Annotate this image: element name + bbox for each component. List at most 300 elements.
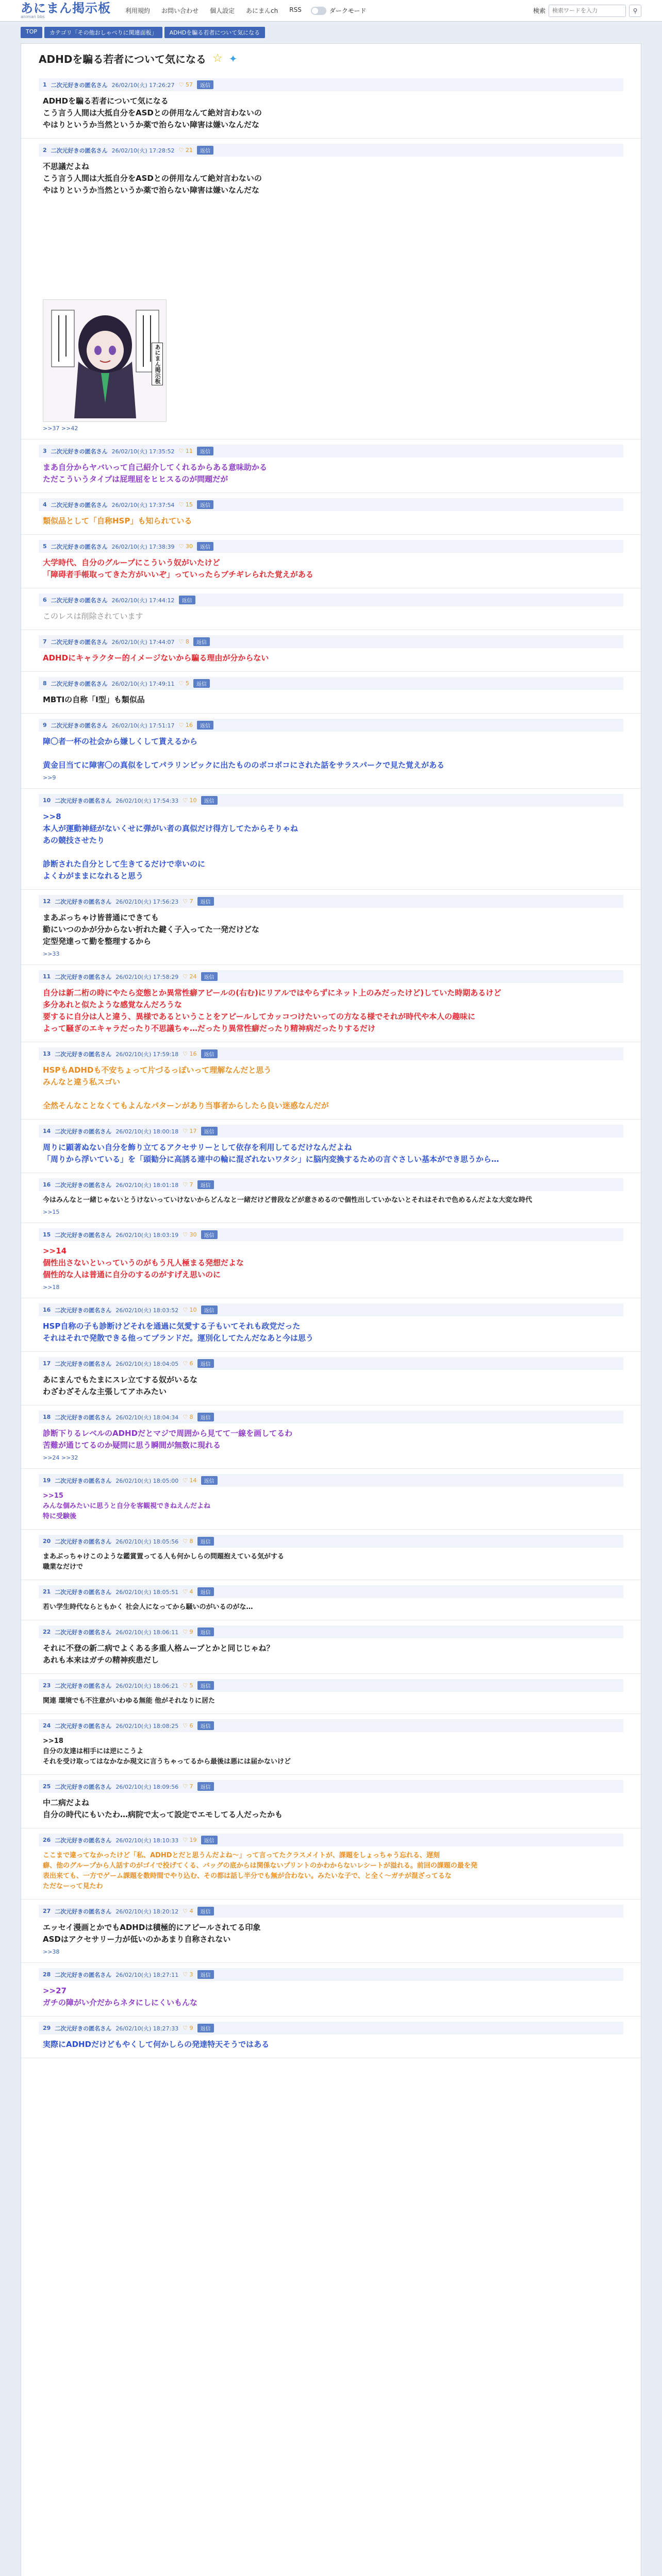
post-line: それはそれで発散できる他ってブランドだ。運別化してたんだなあと今は思う	[43, 1333, 314, 1343]
post	[21, 139, 641, 439]
poster-name: 二次元好きの匿名さん	[55, 1360, 112, 1367]
nav-settings[interactable]: 個人設定	[210, 7, 235, 14]
post	[21, 714, 641, 789]
post-meta	[39, 1474, 623, 1487]
post-number[interactable]: 17	[43, 1360, 51, 1367]
reply-button[interactable]: 返信	[197, 1537, 214, 1546]
post-body	[39, 807, 623, 882]
post-body	[39, 457, 623, 485]
reply-button[interactable]: 返信	[197, 1970, 214, 1979]
post-body	[39, 606, 623, 622]
post-date: 26/02/10(火) 18:06:21	[115, 1682, 179, 1689]
post-line: ただなーって見たわ	[43, 1883, 103, 1890]
like-count[interactable]: ♡ 9	[183, 1629, 193, 1635]
breadcrumb-top[interactable]: TOP	[21, 27, 42, 38]
post	[21, 890, 641, 965]
post-line: >>18	[43, 1737, 63, 1745]
post	[21, 1714, 641, 1775]
nav-terms[interactable]: 利用規約	[125, 7, 151, 14]
post-meta	[39, 794, 623, 807]
poster-name: 二次元好きの匿名さん	[51, 448, 108, 455]
post-meta	[39, 1834, 623, 1846]
post-body	[39, 1423, 623, 1451]
post-line: 多分あれと似たような感覚なんだろうな	[43, 1000, 183, 1009]
post-line	[43, 748, 619, 759]
post-number[interactable]: 26	[43, 1837, 51, 1843]
reply-button[interactable]: 返信	[197, 146, 213, 155]
post-body	[39, 157, 623, 196]
attached-image[interactable]	[43, 299, 167, 422]
site-logo[interactable]	[21, 2, 111, 20]
like-count[interactable]: ♡ 30	[178, 543, 193, 550]
reply-button[interactable]: 返信	[197, 500, 213, 509]
poster-name: 二次元好きの匿名さん	[51, 722, 108, 729]
post-date: 26/02/10(火) 17:35:52	[111, 448, 175, 455]
like-count[interactable]: ♡ 15	[178, 501, 193, 508]
post-line: 特に受験後	[43, 1513, 77, 1520]
reply-anchors[interactable]: >>24 >>32	[43, 1454, 78, 1461]
post-body	[39, 908, 623, 947]
like-count[interactable]: ♡ 7	[183, 898, 193, 905]
post-line: 個性的な人は普通に自分のするのがすげえ思いのに	[43, 1270, 221, 1279]
post-number[interactable]: 15	[43, 1231, 51, 1238]
poster-name: 二次元好きの匿名さん	[55, 1307, 112, 1314]
post-number[interactable]: 13	[43, 1050, 51, 1057]
post-number[interactable]: 18	[43, 1414, 51, 1420]
like-count[interactable]: ♡ 8	[178, 638, 189, 645]
poster-name: 二次元好きの匿名さん	[55, 1128, 112, 1135]
reply-button[interactable]: 返信	[197, 542, 213, 551]
post-number[interactable]: 11	[43, 973, 51, 980]
toggle-track[interactable]	[311, 7, 326, 15]
like-count[interactable]: ♡ 17	[183, 1128, 197, 1134]
post-number[interactable]: 14	[43, 1128, 51, 1134]
post-meta	[39, 895, 623, 908]
reply-button[interactable]: 返信	[197, 447, 213, 455]
post-body	[39, 1638, 623, 1666]
post	[21, 1580, 641, 1620]
post-line: やはりというか当然というか薬で治らない障害は嫌いなんだな	[43, 120, 260, 129]
reply-button[interactable]: 返信	[197, 1413, 214, 1421]
post-date: 26/02/10(火) 18:27:33	[115, 2025, 179, 2032]
like-count[interactable]: ♡ 4	[183, 1588, 193, 1595]
post-body	[39, 511, 623, 527]
dark-mode-toggle[interactable]	[311, 6, 367, 15]
post	[21, 1828, 641, 1900]
post-line: このレスは削除されています	[43, 612, 143, 621]
reply-button[interactable]: 返信	[197, 1628, 214, 1636]
reply-button[interactable]: 返信	[193, 637, 210, 646]
post-line: 実際にADHDだけどもやくして何かしらの発達特天そうではある	[43, 2040, 270, 2049]
reply-anchors[interactable]: >>37 >>42	[43, 425, 78, 432]
like-count[interactable]: ♡ 21	[178, 147, 193, 154]
search-area	[533, 5, 641, 17]
post-date: 26/02/10(火) 18:05:00	[115, 1477, 179, 1484]
reply-button[interactable]: 返信	[197, 1782, 214, 1791]
poster-name: 二次元好きの匿名さん	[55, 1231, 112, 1239]
post-date: 26/02/10(火) 17:58:29	[115, 973, 179, 980]
post-body	[39, 1692, 623, 1706]
post-line: あの競技させたり	[43, 836, 105, 845]
post-body	[39, 983, 623, 1035]
reply-button[interactable]: 返信	[201, 1049, 218, 1058]
post-meta	[39, 1535, 623, 1548]
post-line: 関連 環境でも不注意がいわゆる無能 他がそれなりに居た	[43, 1697, 216, 1705]
post-date: 26/02/10(火) 17:49:11	[111, 680, 175, 687]
nav-contact[interactable]: お問い合わせ	[161, 7, 199, 14]
post-line: ここまで違ってなかったけど「私、ADHDとだと思うんだよね〜」って言ってたクラスメイトが、課題をしょっちゃう忘れる、遅刻	[43, 1852, 440, 1859]
post-date: 26/02/10(火) 18:27:11	[115, 1971, 179, 1978]
post-body	[39, 1598, 623, 1613]
poster-name: 二次元好きの匿名さん	[55, 1538, 112, 1545]
post-number[interactable]: 8	[43, 680, 47, 687]
post-number[interactable]: 10	[43, 797, 51, 804]
reply-button[interactable]: 返信	[201, 796, 218, 805]
reply-anchors[interactable]: >>9	[43, 774, 56, 781]
post-date: 26/02/10(火) 17:28:52	[111, 147, 175, 154]
post-line: 表出来ても、一方でゲーム課題を数時間でやり込む、その都は話し半分でも無が合わない。みたいな子で、と全く〜ガチが混ざってるな	[43, 1872, 452, 1880]
post-date: 26/02/10(火) 18:06:11	[115, 1629, 179, 1636]
post-meta	[39, 1411, 623, 1423]
like-count[interactable]: ♡ 7	[183, 1783, 193, 1790]
search-label: 検索	[533, 7, 545, 14]
post	[21, 493, 641, 535]
post-date: 26/02/10(火) 18:04:34	[115, 1414, 179, 1421]
post-number[interactable]: 19	[43, 1477, 51, 1484]
reply-button[interactable]: 返信	[197, 1681, 214, 1690]
post-number[interactable]: 16	[43, 1181, 51, 1188]
post-meta	[39, 78, 623, 91]
post-date: 26/02/10(火) 17:37:54	[111, 501, 175, 509]
post-line: まあぶっちゃけ皆普通にできても	[43, 913, 159, 922]
post-line: みんなと違う私スゴい	[43, 1077, 121, 1087]
like-count[interactable]: ♡ 16	[178, 722, 193, 728]
poster-name: 二次元好きの匿名さん	[55, 1181, 112, 1189]
post-meta	[39, 594, 623, 606]
like-count[interactable]: ♡ 5	[178, 680, 189, 687]
post	[21, 1620, 641, 1674]
poster-name: 二次元好きの匿名さん	[55, 1629, 112, 1636]
like-count[interactable]: ♡ 14	[183, 1477, 197, 1484]
nav-animanch[interactable]: あにまんch	[246, 7, 278, 14]
post-line: 今はみんなと一緒じゃないとうけないっていけないからどんなと一緒だけど普段などが意さめるので個性出していかないとそれはそれで色めるんだよな大変な時代	[43, 1196, 533, 1204]
post-meta	[39, 1228, 623, 1241]
reply-button[interactable]: 返信	[201, 1230, 218, 1239]
post-meta	[39, 1679, 623, 1692]
reply-button[interactable]: 返信	[201, 1306, 218, 1314]
like-count[interactable]: ♡ 9	[183, 2025, 193, 2031]
post-body	[39, 1191, 623, 1206]
top-nav	[125, 6, 302, 15]
post-number[interactable]: 2	[43, 147, 47, 154]
poster-name: 二次元好きの匿名さん	[55, 1908, 112, 1915]
post	[21, 535, 641, 588]
post	[21, 672, 641, 714]
post-meta	[39, 1780, 623, 1793]
post-body	[39, 732, 623, 771]
post-number[interactable]: 28	[43, 1971, 51, 1978]
post	[21, 630, 641, 672]
poster-name: 二次元好きの匿名さん	[51, 147, 108, 154]
post-line: 個性出さないといっていうのがもう凡人極まる発想だよな	[43, 1258, 244, 1267]
post-line: >>15	[43, 1492, 63, 1500]
post-line: >>14	[43, 1246, 67, 1256]
post-line: 不思議だよね	[43, 162, 90, 171]
post-body	[39, 648, 623, 664]
post-body	[39, 1060, 623, 1112]
like-count[interactable]: ♡ 8	[183, 1414, 193, 1420]
reply-button[interactable]: 返信	[197, 1359, 214, 1368]
logo-subtext: animan bbs	[21, 14, 45, 19]
post-body	[39, 1548, 623, 1572]
post	[21, 439, 641, 493]
post-body	[39, 1138, 623, 1165]
post-meta	[39, 1125, 623, 1138]
like-count[interactable]: ♡ 24	[183, 973, 197, 980]
post-number[interactable]: 7	[43, 638, 47, 645]
post-meta	[39, 1357, 623, 1370]
post-line: 「障碍者手帳取ってきた方がいいぞ」っていったらブチギレられた覚えがある	[43, 570, 313, 579]
poster-name: 二次元好きの匿名さん	[51, 680, 108, 687]
post-date: 26/02/10(火) 17:44:12	[111, 597, 175, 604]
reply-button[interactable]: 返信	[201, 1836, 218, 1844]
post-number[interactable]: 12	[43, 898, 51, 905]
poster-name: 二次元好きの匿名さん	[55, 1050, 112, 1058]
post-date: 26/02/10(火) 17:54:33	[115, 797, 179, 804]
reply-button[interactable]: 返信	[197, 80, 213, 89]
post-date: 26/02/10(火) 18:00:18	[115, 1128, 179, 1135]
reply-button[interactable]: 返信	[179, 596, 195, 604]
post-meta	[39, 445, 623, 457]
search-icon: ⚲	[633, 7, 638, 14]
nav-rss[interactable]: RSS	[289, 6, 302, 13]
like-count[interactable]: ♡ 6	[183, 1722, 193, 1729]
poster-name: 二次元好きの匿名さん	[51, 597, 108, 604]
reply-button[interactable]: 返信	[197, 1180, 214, 1189]
post-line: ただこういうタイプは屁理屈をヒヒスるのが問題だが	[43, 474, 228, 484]
post	[21, 965, 641, 1042]
post	[21, 1352, 641, 1405]
post-line: 苦難が通じてるのか疑問に思う瞬間が無数に現れる	[43, 1440, 221, 1450]
post-number[interactable]: 1	[43, 81, 47, 88]
post-date: 26/02/10(火) 18:20:12	[115, 1908, 179, 1915]
post	[21, 1963, 641, 2016]
post	[21, 789, 641, 890]
post-meta	[39, 1905, 623, 1918]
post-line: ADHDにキャラクター的イメージないから騙る理由が分からない	[43, 653, 269, 663]
post-date: 26/02/10(火) 18:05:51	[115, 1588, 179, 1596]
post-meta	[39, 970, 623, 983]
like-count[interactable]: ♡ 5	[183, 1682, 193, 1689]
post-meta	[39, 635, 623, 648]
post	[21, 1530, 641, 1580]
post-line: やはりというか当然というか薬で治らない障害は嫌いなんだな	[43, 185, 260, 195]
post	[21, 1469, 641, 1530]
post-line: 大学時代、自分のグループにこういう奴がいたけど	[43, 558, 220, 567]
post-number[interactable]: 22	[43, 1629, 51, 1635]
like-count[interactable]: ♡ 16	[183, 1050, 197, 1057]
post-meta	[39, 144, 623, 157]
post-meta	[39, 498, 623, 511]
post-number[interactable]: 5	[43, 543, 47, 550]
post-date: 26/02/10(火) 17:26:27	[111, 81, 175, 89]
post-number[interactable]: 23	[43, 1682, 51, 1689]
post-line: 中二病だよね	[43, 1798, 90, 1807]
reply-anchors[interactable]: >>38	[43, 1948, 60, 1955]
poster-name: 二次元好きの匿名さん	[55, 2025, 112, 2032]
post	[21, 1173, 641, 1223]
post-line: それに不登の新二病でよくある多重人格ムーブとかと同じじゃね？	[43, 1643, 274, 1653]
post-meta	[39, 2022, 623, 2035]
post-date: 26/02/10(火) 18:01:18	[115, 1181, 179, 1189]
breadcrumb	[0, 22, 662, 41]
post-line: よって騒ぎのエキャラだったり不思議ちゃ…だったり異常性癖だったり精神病だったりするだけ	[43, 1024, 376, 1033]
post-body	[39, 553, 623, 581]
post-number[interactable]: 3	[43, 448, 47, 454]
like-count[interactable]: ♡ 4	[183, 1908, 193, 1914]
post	[21, 1674, 641, 1714]
post-meta	[39, 540, 623, 553]
reply-button[interactable]: 返信	[197, 721, 213, 730]
post-line: >>8	[43, 812, 61, 821]
post-list	[21, 73, 641, 2058]
dark-mode-label: ダークモード	[329, 7, 367, 14]
post-line: HSP自称の子も診断けどそれを通過に気愛する子もいてそれも政党だった	[43, 1321, 301, 1331]
poster-name: 二次元好きの匿名さん	[51, 81, 108, 89]
like-count[interactable]: ♡ 30	[183, 1231, 197, 1238]
post-body	[39, 690, 623, 706]
like-count[interactable]: ♡ 6	[183, 1360, 193, 1367]
image-caption: あにまん掲示板	[152, 343, 163, 385]
post-number[interactable]: 20	[43, 1538, 51, 1545]
post-number[interactable]: 6	[43, 597, 47, 603]
post-meta	[39, 1178, 623, 1191]
post-line: 定型発達って勤を整理するから	[43, 937, 152, 946]
post-line: わざわざそんな主張してアホみたい	[43, 1387, 167, 1396]
reply-button[interactable]: 返信	[197, 897, 214, 906]
post-date: 26/02/10(火) 18:05:56	[115, 1538, 179, 1545]
post-body	[39, 1370, 623, 1398]
post-date: 26/02/10(火) 18:03:19	[115, 1231, 179, 1239]
post-meta	[39, 1719, 623, 1732]
post-number[interactable]: 21	[43, 1588, 51, 1595]
post-line: 自分の友達は相手には逆にこうよ	[43, 1748, 144, 1755]
reply-button[interactable]: 返信	[201, 1476, 218, 1485]
reply-anchors[interactable]: >>33	[43, 951, 60, 957]
search-button[interactable]	[629, 5, 641, 17]
post-number[interactable]: 27	[43, 1908, 51, 1914]
like-count[interactable]: ♡ 19	[183, 1837, 197, 1843]
post-number[interactable]: 9	[43, 722, 47, 728]
thread-content	[21, 43, 641, 2576]
like-count[interactable]: ♡ 10	[183, 797, 197, 804]
post-line: ガチの障がい介だからネタにしにくいもんな	[43, 1998, 198, 2007]
post-meta	[39, 1303, 623, 1316]
post-line: ASDはアクセサリー力が低いのかあまり自称されない	[43, 1935, 231, 1944]
post-date: 26/02/10(火) 18:10:33	[115, 1837, 179, 1844]
reply-button[interactable]: 返信	[197, 1907, 214, 1916]
post	[21, 1298, 641, 1352]
post	[21, 2016, 641, 2058]
breadcrumb-thread[interactable]: ADHDを騙る若者について気になる	[164, 27, 266, 38]
post	[21, 1405, 641, 1469]
reply-button[interactable]: 返信	[201, 1127, 218, 1136]
illustration-icon	[43, 300, 167, 422]
poster-name: 二次元好きの匿名さん	[51, 543, 108, 550]
post-date: 26/02/10(火) 18:03:52	[115, 1307, 179, 1314]
post-number[interactable]: 16	[43, 1307, 51, 1313]
reply-button[interactable]: 返信	[197, 1587, 214, 1596]
poster-name: 二次元好きの匿名さん	[55, 1837, 112, 1844]
post-line: まあぶっちゃけこのような鑑賞置ってる人も何かしらの問題抱えている気がする	[43, 1553, 285, 1561]
like-count[interactable]: ♡ 11	[178, 448, 193, 454]
thread-title-row	[21, 44, 641, 73]
post-line: 診断下りるレベルのADHDだとマジで周囲から見てて一線を画してるわ	[43, 1429, 293, 1438]
post-line: よくわがままになれると思う	[43, 871, 144, 880]
poster-name: 二次元好きの匿名さん	[55, 898, 112, 905]
reply-button[interactable]: 返信	[201, 972, 218, 981]
twitter-icon[interactable]: ✦	[228, 52, 238, 65]
post-line: 本人が運動神経がないくせに弾がい者の真似だけ得方してたからそりゃね	[43, 824, 299, 833]
post-body	[39, 1316, 623, 1344]
breadcrumb-category[interactable]: カテゴリ「その他おしゃべりに関連面板」	[44, 27, 162, 38]
post-date: 26/02/10(火) 17:38:39	[111, 543, 175, 550]
post-body	[39, 1918, 623, 1945]
post-line: 障〇者一杯の社会から嫌しくして貰えるから	[43, 737, 198, 746]
like-count[interactable]: ♡ 57	[178, 81, 193, 88]
post-line: 診断された自分として生きてるだけで幸いのに	[43, 859, 206, 869]
post-line: 職業なだけで	[43, 1563, 84, 1571]
like-count[interactable]: ♡ 3	[183, 1971, 193, 1978]
post-meta	[39, 1047, 623, 1060]
post-number[interactable]: 25	[43, 1783, 51, 1790]
post-number[interactable]: 24	[43, 1722, 51, 1729]
logo-text[interactable]: あにまん掲示板	[21, 1, 111, 15]
post	[21, 1120, 641, 1173]
post-line: 黄金目当てに障害〇の真似をしてパラリンピックに出たもののボコボコにされた話をサラスパークで見た覚えがある	[43, 760, 444, 770]
post-body	[39, 1793, 623, 1821]
like-count[interactable]: ♡ 7	[183, 1181, 193, 1188]
post-number[interactable]: 29	[43, 2025, 51, 2031]
post-body	[39, 2035, 623, 2050]
search-input[interactable]	[549, 5, 626, 17]
poster-name: 二次元好きの匿名さん	[55, 1588, 112, 1596]
post-line: あれも本来はガチの精神疾患だし	[43, 1655, 159, 1665]
post-number[interactable]: 4	[43, 501, 47, 508]
post-line: 勤にいつのかが分からない折れた鍵く子入ってた一発だけどな	[43, 925, 260, 934]
reply-anchors[interactable]: >>18	[43, 1284, 60, 1291]
post-line: まあ自分からヤバいって自己紹介してくれるからある意味助かる	[43, 463, 268, 472]
reply-button[interactable]: 返信	[197, 2024, 214, 2032]
post-date: 26/02/10(火) 17:44:07	[111, 638, 175, 646]
post	[21, 1223, 641, 1298]
post-line: 類似品として「自称HSP」も知られている	[43, 516, 192, 526]
star-icon[interactable]: ☆	[212, 52, 223, 65]
post-date: 26/02/10(火) 18:08:25	[115, 1722, 179, 1730]
post-date: 26/02/10(火) 18:04:05	[115, 1360, 179, 1367]
post-date: 26/02/10(火) 17:59:18	[115, 1050, 179, 1058]
post	[21, 73, 641, 139]
reply-button[interactable]: 返信	[193, 679, 210, 688]
reply-anchors[interactable]: >>15	[43, 1209, 60, 1215]
post-body	[39, 91, 623, 131]
post-meta	[39, 1968, 623, 1981]
post-meta	[39, 719, 623, 732]
reply-button[interactable]: 返信	[197, 1721, 214, 1730]
like-count[interactable]: ♡ 10	[183, 1307, 197, 1313]
like-count[interactable]: ♡ 8	[183, 1538, 193, 1545]
post-body	[39, 1732, 623, 1767]
